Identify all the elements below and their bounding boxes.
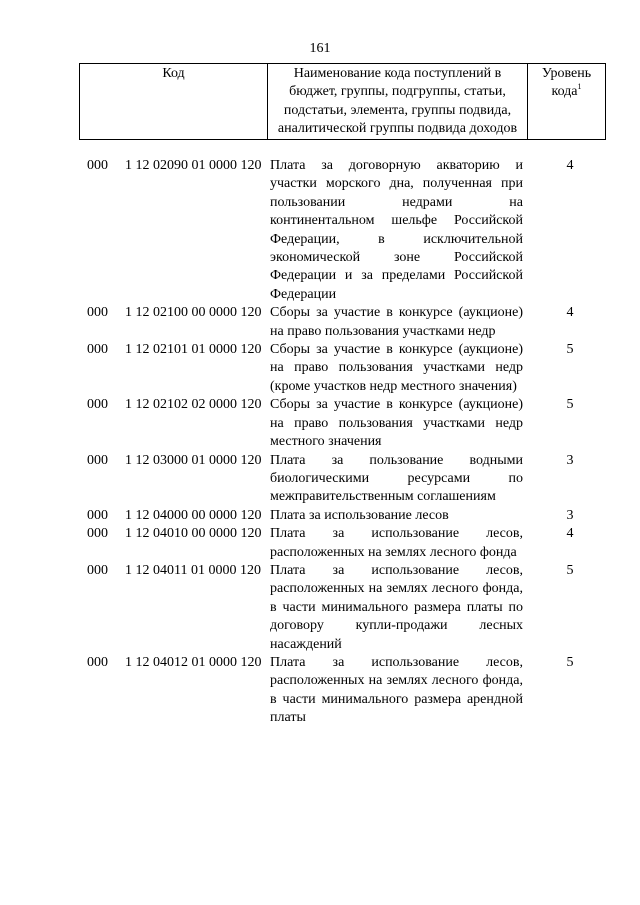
row-level: 5 [566,562,574,578]
row-name: Плата за использование лесов, расположенных на землях лесного фонда [270,526,523,560]
row-revenue-code: 1 12 02100 00 0000 120 [125,305,262,321]
row-level: 5 [566,342,574,358]
row-revenue-code: 1 12 04011 01 0000 120 [125,562,261,578]
page-number: 161 [309,41,331,56]
header-row [80,64,606,140]
row-level: 5 [566,397,574,413]
table-row [79,654,605,728]
row-name: Сборы за участие в конкурсе (аукционе) на право пользования участками недр (кроме участков недр местного значения) [270,342,523,394]
table-row [79,525,605,562]
row-level: 3 [566,507,574,523]
table-body [79,157,605,728]
row-revenue-code: 1 12 03000 01 0000 120 [125,452,262,468]
header-level-footnote: 1 [577,82,582,92]
row-level: 4 [566,158,574,173]
row-revenue-code: 1 12 04012 01 0000 120 [125,654,262,670]
table-row [79,507,605,525]
row-name: Плата за договорную акваторию и участки морского дна, полученная при пользовании недрами на континентальном шельфе Российской Федерации, в исключительной экономической зоне Российской Федерации и за пределами Российской Федерации [270,158,523,302]
table-row [79,341,605,396]
row-admin-code: 000 [87,342,108,358]
row-admin-code: 000 [87,158,108,173]
row-revenue-code: 1 12 02090 01 0000 120 [125,158,262,173]
row-level: 4 [566,526,574,542]
row-revenue-code: 1 12 02102 02 0000 120 [125,397,262,413]
row-revenue-code: 1 12 04010 00 0000 120 [125,526,262,542]
header-name: Наименование кода поступлений в бюджет, группы, подгруппы, статьи, подстатьи, элемента, группы подвида, аналитической группы подвида доходов [268,64,528,140]
table-header [79,63,606,140]
header-level-label: Уровень кода [541,66,592,100]
table-row [79,396,605,451]
row-name: Плата за использование лесов, расположенных на землях лесного фонда, в части минимального размера арендной платы [270,654,523,726]
row-admin-code: 000 [87,562,108,578]
row-admin-code: 000 [87,654,108,670]
row-revenue-code: 1 12 02101 01 0000 120 [125,342,262,358]
row-level: 3 [566,452,574,468]
header-level [528,64,606,140]
table-row [79,452,605,507]
row-admin-code: 000 [87,397,108,413]
row-name: Сборы за участие в конкурсе (аукционе) на право пользования участками недр [270,305,523,339]
row-name: Плата за использование лесов, расположенных на землях лесного фонда, в части минимального размера платы по договору купли-продажи лесных насаждений [270,562,523,652]
header-code: Код [80,64,268,140]
row-admin-code: 000 [87,305,108,321]
row-admin-code: 000 [87,452,108,468]
row-revenue-code: 1 12 04000 00 0000 120 [125,507,262,523]
row-level: 4 [566,305,574,321]
table-row [79,562,605,654]
row-name: Сборы за участие в конкурсе (аукционе) на право пользования участками недр местного значения [270,397,523,450]
table-row [79,157,605,304]
table-row [79,304,605,341]
row-admin-code: 000 [87,526,108,542]
row-admin-code: 000 [87,507,108,523]
row-name: Плата за использование лесов [270,507,449,523]
row-level: 5 [566,654,574,670]
row-name: Плата за пользование водными биологическими ресурсами по межправительственным соглашениям [270,452,523,505]
